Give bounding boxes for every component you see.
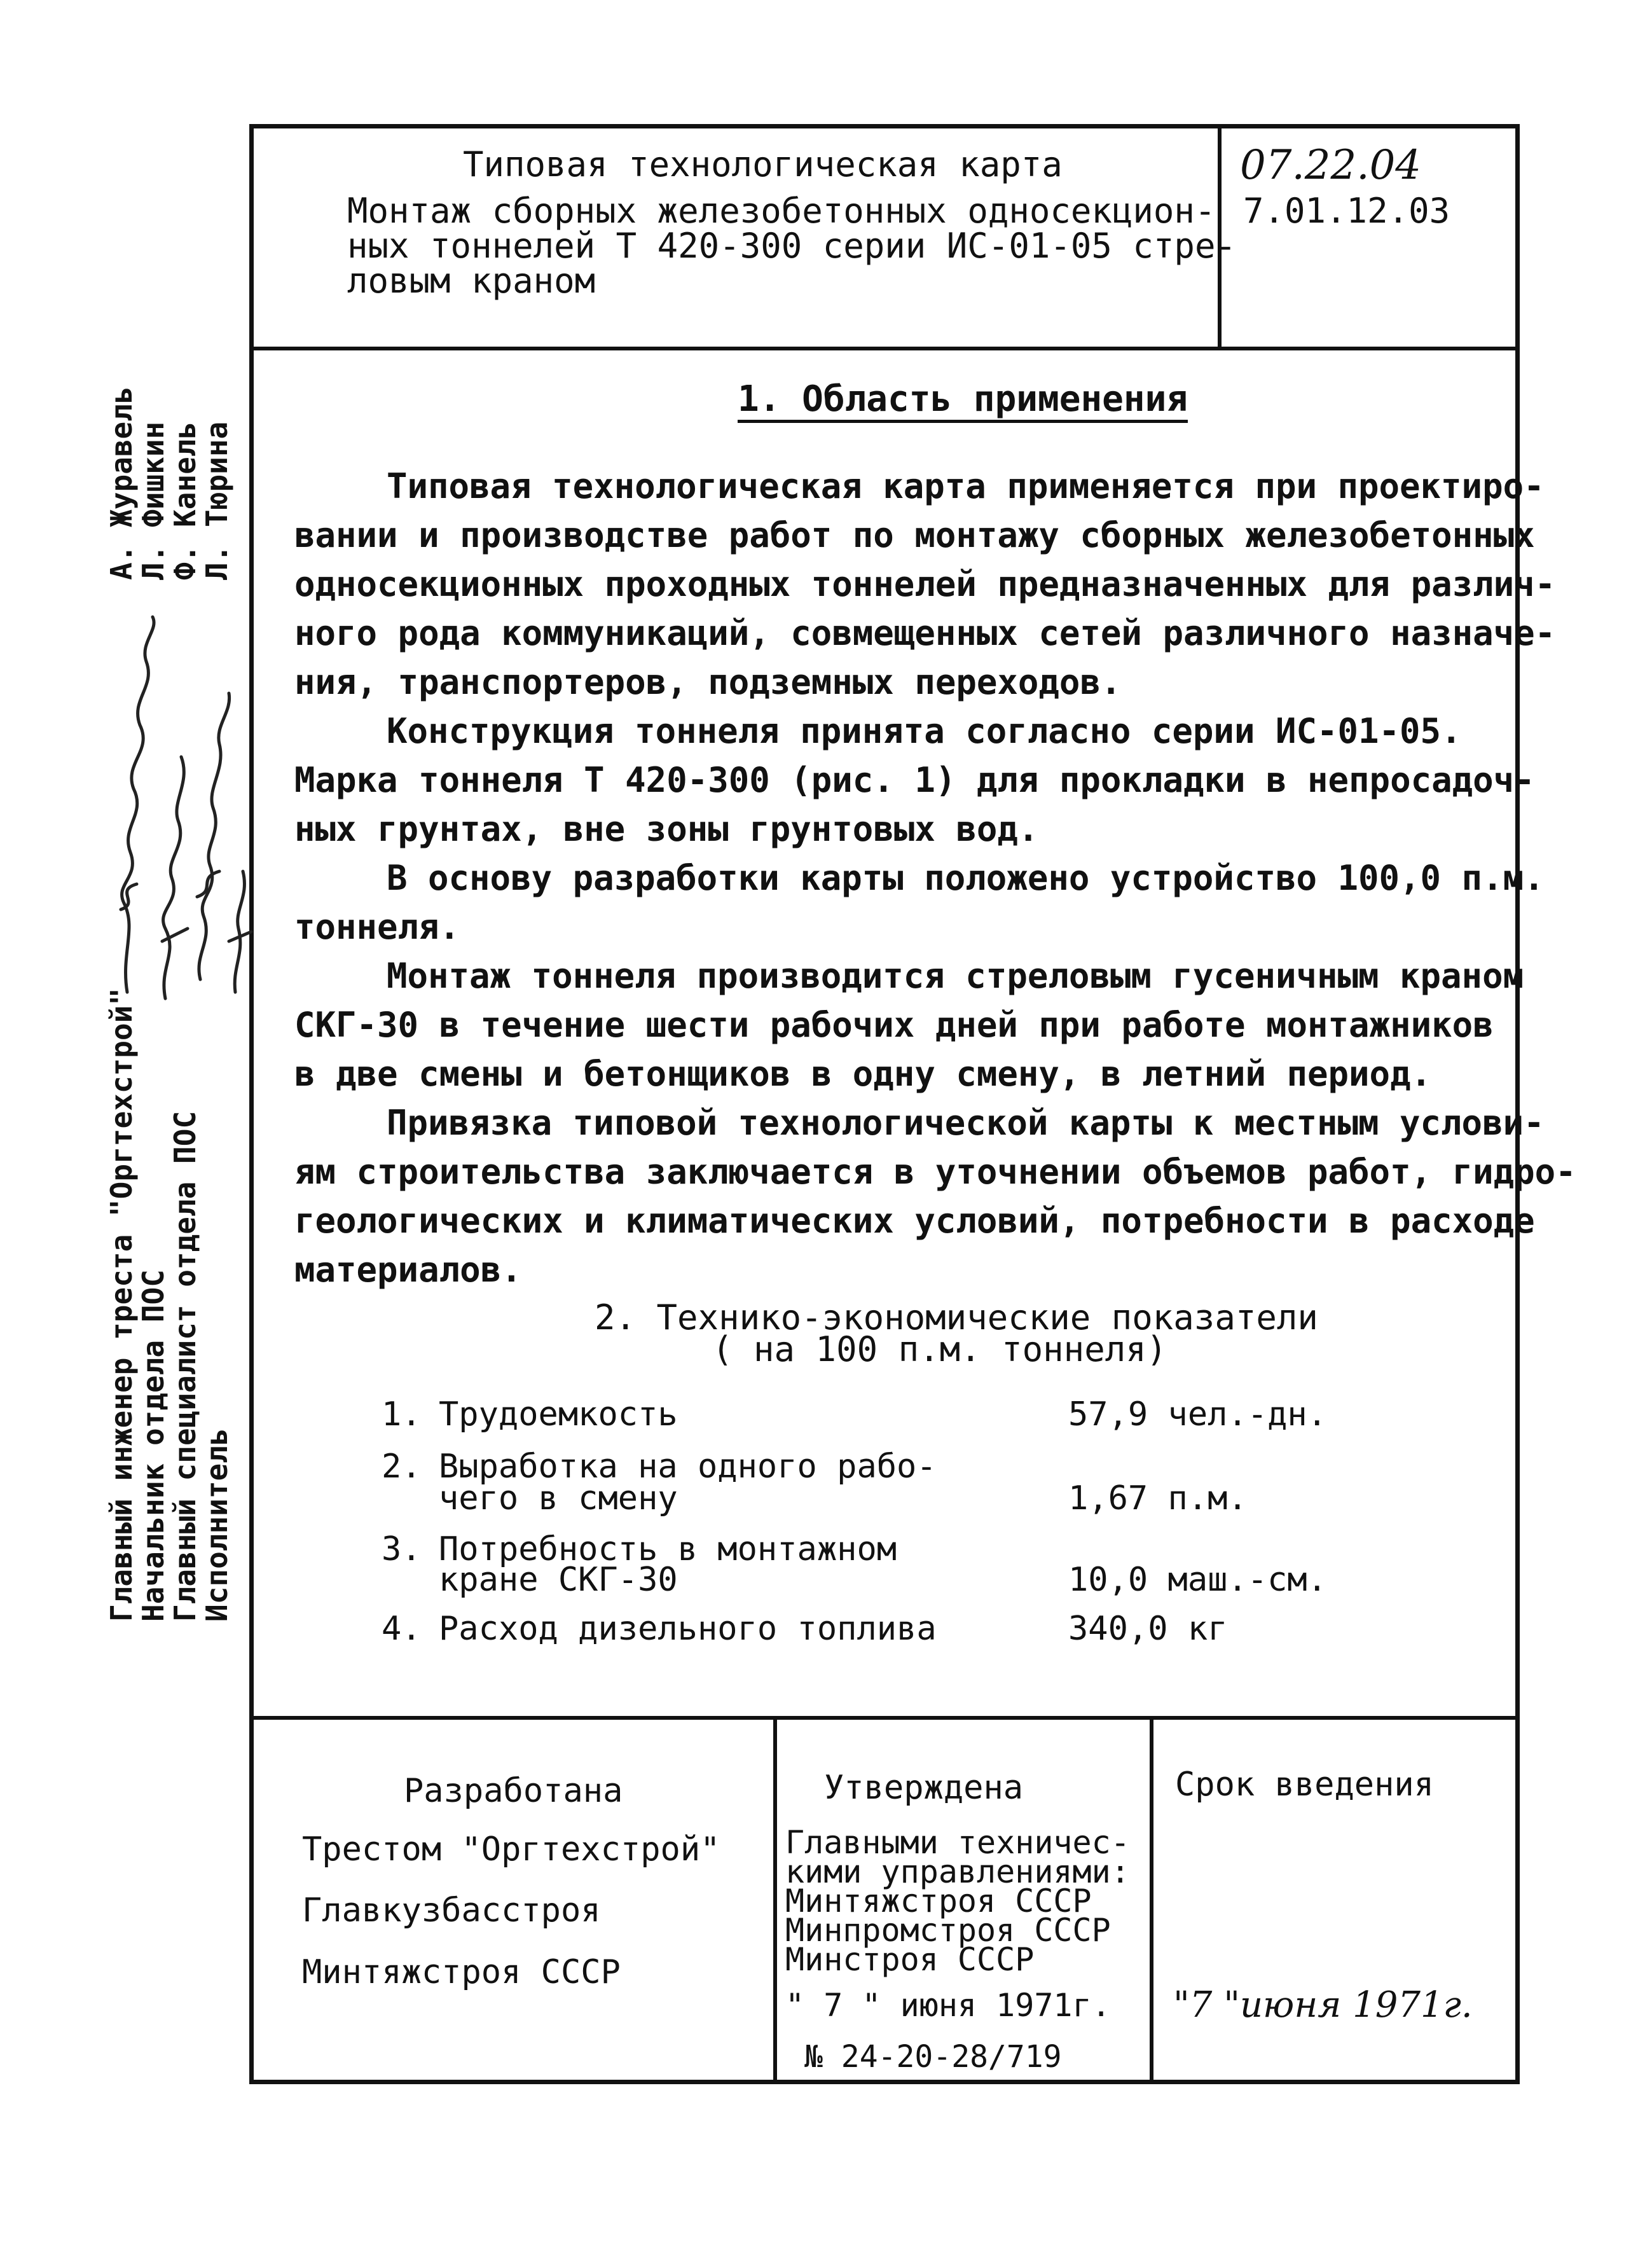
section-1-line-11: Монтаж тоннеля производится стреловым гусеничным краном bbox=[387, 956, 1524, 996]
header-divider bbox=[249, 347, 1520, 350]
section-1-line-16: геологических и климатических условий, потребности в расходе bbox=[294, 1201, 1535, 1241]
section-1-line-5: ния, транспортеров, подземных переходов. bbox=[294, 662, 1122, 702]
section-1-line-1: Типовая технологическая карта применяется при проектиро- bbox=[387, 466, 1545, 506]
section-1-line-6: Конструкция тоннеля принята согласно серии ИС-01-05. bbox=[387, 711, 1462, 751]
sidebar-name-2: Л. Фишкин bbox=[136, 421, 170, 580]
indicator-3-value: 10,0 маш.-см. bbox=[1068, 1561, 1327, 1599]
section-1-line-8: ных грунтах, вне зоны грунтовых вод. bbox=[294, 809, 1039, 849]
sidebar-name-3: Ф. Канель bbox=[168, 421, 202, 580]
approved-line-1: Главными техничес- bbox=[785, 1824, 1130, 1861]
developed-line-3: Минтяжстроя СССР bbox=[302, 1953, 621, 1991]
signatures-image bbox=[102, 611, 254, 1005]
footer-divider-left bbox=[773, 1716, 777, 2084]
header-subtitle-line-2: ных тоннелей Т 420-300 серии ИС-01-05 стре- bbox=[347, 226, 1236, 266]
indicator-2-label-line-1: Выработка на одного рабо- bbox=[439, 1448, 937, 1486]
indicator-3-number: 3. bbox=[382, 1530, 422, 1568]
indicator-1-number: 1. bbox=[382, 1395, 422, 1434]
sidebar-role-3: Главный специалист отдела ПОС bbox=[168, 1110, 202, 1622]
indicator-1-label: Трудоемкость bbox=[439, 1395, 678, 1434]
approved-number: № 24-20-28/719 bbox=[804, 2039, 1062, 2075]
section-1-line-7: Марка тоннеля Т 420-300 (рис. 1) для прокладки в непросадоч- bbox=[294, 760, 1535, 800]
header-subtitle-line-3: ловым краном bbox=[347, 261, 596, 301]
developed-title: Разработана bbox=[404, 1772, 623, 1810]
section-1-line-17: материалов. bbox=[294, 1250, 522, 1290]
approved-date: " 7 " июня 1971г. bbox=[785, 1987, 1111, 2024]
section-1-line-10: тоннеля. bbox=[294, 907, 460, 947]
effective-title: Срок введения bbox=[1175, 1766, 1434, 1804]
section-1-line-15: ям строительства заключается в уточнении объемов работ, гидро- bbox=[294, 1152, 1576, 1192]
section-1-line-14: Привязка типовой технологической карты к местным услови- bbox=[387, 1103, 1545, 1143]
section-2-subheading: ( на 100 п.м. тоннеля) bbox=[712, 1329, 1167, 1369]
section-2-heading: 2. Технико-экономические показатели bbox=[595, 1297, 1318, 1338]
sidebar-name-1: А. Журавель bbox=[104, 386, 139, 580]
header-subtitle-line-1: Монтаж сборных железобетонных односекцион- bbox=[347, 191, 1216, 231]
effective-date: "7 "июня 1971г. bbox=[1173, 1984, 1473, 2026]
footer-divider bbox=[249, 1716, 1520, 1720]
section-1-heading: 1. Область применения bbox=[738, 382, 1188, 423]
indicator-2-label-line-2: чего в смену bbox=[439, 1479, 678, 1518]
sidebar-role-4: Исполнитель bbox=[200, 1428, 234, 1622]
approved-line-2: кими управлениями: bbox=[785, 1853, 1130, 1890]
developed-line-1: Трестом "Оргтехстрой" bbox=[302, 1830, 720, 1869]
header-title: Типовая технологическая карта bbox=[463, 144, 1063, 184]
indicator-4-number: 4. bbox=[382, 1610, 422, 1648]
section-1-line-13: в две смены и бетонщиков в одну смену, в летний период. bbox=[294, 1054, 1432, 1094]
section-1-line-9: В основу разработки карты положено устройство 100,0 п.м. bbox=[387, 858, 1545, 898]
indicator-3-label-line-1: Потребность в монтажном bbox=[439, 1530, 897, 1568]
section-1-line-4: ного рода коммуникаций, совмещенных сетей различного назначе- bbox=[294, 613, 1556, 653]
indicator-2-number: 2. bbox=[382, 1448, 422, 1486]
section-1-line-12: СКГ-30 в течение шести рабочих дней при работе монтажников bbox=[294, 1005, 1494, 1045]
indicator-4-value: 340,0 кг bbox=[1068, 1610, 1228, 1648]
approved-title: Утверждена bbox=[824, 1769, 1024, 1807]
sidebar-name-4: Л. Тюрина bbox=[200, 421, 234, 580]
developed-line-2: Главкузбасстроя bbox=[302, 1891, 601, 1930]
approved-line-5: Минстроя СССР bbox=[785, 1941, 1035, 1978]
sidebar-role-2: Начальник отдела ПОС bbox=[136, 1269, 170, 1622]
handwritten-code: 07.22.04 bbox=[1240, 142, 1421, 189]
indicator-3-label-line-2: кране СКГ-30 bbox=[439, 1561, 678, 1599]
approved-line-3: Минтяжстроя СССР bbox=[785, 1883, 1092, 1919]
footer-divider-right bbox=[1150, 1716, 1153, 2084]
indicator-1-value: 57,9 чел.-дн. bbox=[1068, 1395, 1327, 1434]
document-code: 7.01.12.03 bbox=[1243, 191, 1450, 231]
sidebar-role-1: Главный инженер треста "Оргтехстрой" bbox=[104, 988, 139, 1622]
indicator-4-label: Расход дизельного топлива bbox=[439, 1610, 937, 1648]
approved-line-4: Минпромстроя СССР bbox=[785, 1912, 1111, 1949]
indicator-2-value: 1,67 п.м. bbox=[1068, 1479, 1248, 1518]
section-1-line-2: вании и производстве работ по монтажу сборных железобетонных bbox=[294, 515, 1535, 555]
section-1-line-3: односекционных проходных тоннелей предназначенных для различ- bbox=[294, 564, 1556, 604]
